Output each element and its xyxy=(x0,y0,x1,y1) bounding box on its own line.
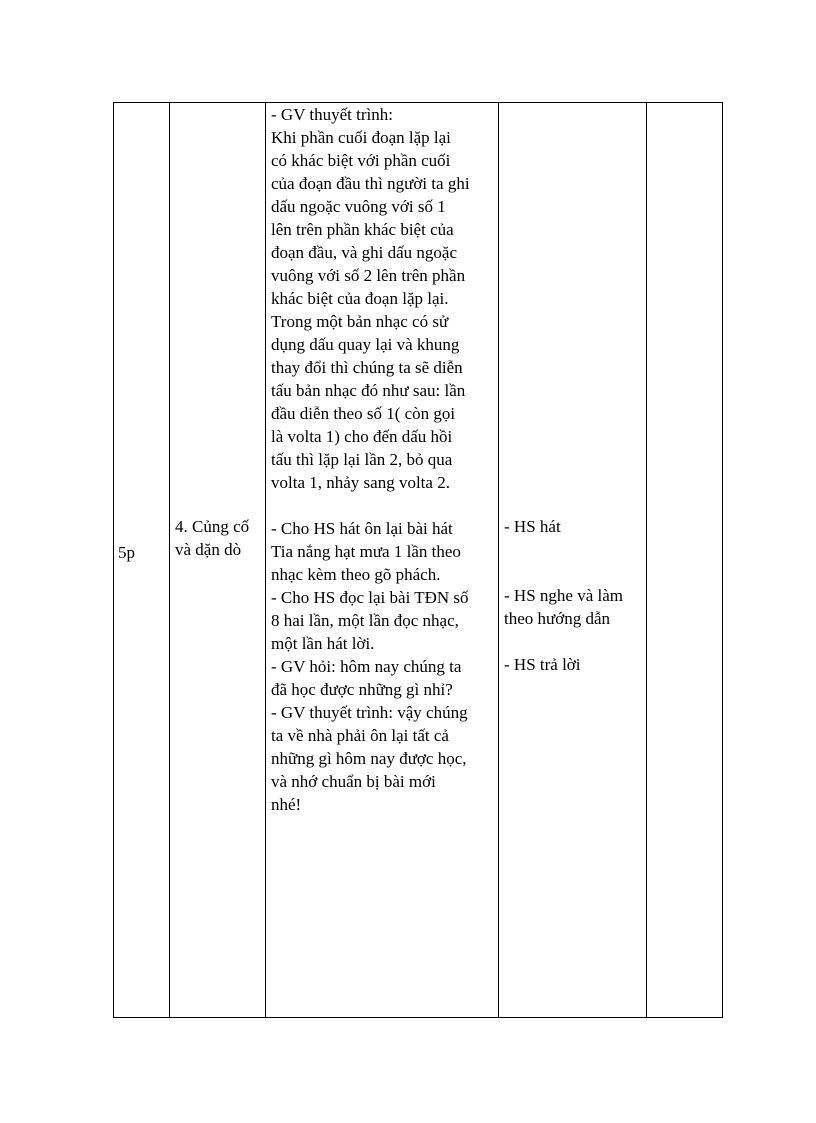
lesson-plan-table xyxy=(113,102,723,1018)
content-line: 4. Củng cố xyxy=(175,517,250,536)
table-row xyxy=(114,103,723,1018)
time-value: 5p xyxy=(118,543,135,562)
teacher-text-line: ta về nhà phải ôn lại tất cả xyxy=(271,726,449,745)
content-line: và dặn dò xyxy=(175,540,242,559)
teacher-text-line: là volta 1) cho đến dấu hồi xyxy=(271,427,453,446)
content-cell xyxy=(170,103,266,1018)
teacher-text-line: tấu bản nhạc đó như sau: lần xyxy=(271,381,466,400)
time-cell xyxy=(114,103,170,1018)
teacher-text-line: - GV thuyết trình: xyxy=(271,105,393,124)
teacher-text-line: - GV hỏi: hôm nay chúng ta xyxy=(271,657,462,676)
teacher-text-line: khác biệt của đoạn lặp lại. xyxy=(271,289,449,308)
teacher-text-line: có khác biệt với phần cuối xyxy=(271,151,451,170)
teacher-text-line: Tia nắng hạt mưa 1 lần theo xyxy=(271,542,461,561)
teacher-text-line: đoạn đầu, và ghi dấu ngoặc xyxy=(271,243,457,262)
teacher-text-line: - Cho HS đọc lại bài TĐN số xyxy=(271,588,469,607)
teacher-text-line: và nhớ chuẩn bị bài mới xyxy=(271,772,436,791)
teacher-text-line: Khi phần cuối đoạn lặp lại xyxy=(271,128,451,147)
teacher-text-line: thay đổi thì chúng ta sẽ diễn xyxy=(271,358,463,377)
teacher-text-line: Trong một bản nhạc có sử xyxy=(271,312,449,331)
teacher-text-line: nhạc kèm theo gõ phách. xyxy=(271,565,441,584)
teacher-text-line: nhé! xyxy=(271,795,302,814)
teacher-text-line: - GV thuyết trình: vậy chúng xyxy=(271,703,468,722)
student-answer: - HS trả lời xyxy=(504,655,581,674)
note-cell xyxy=(647,103,723,1018)
teacher-text-line: của đoạn đầu thì người ta ghi xyxy=(271,174,470,193)
teacher-text-line: dấu ngoặc vuông với số 1 xyxy=(271,197,446,216)
student-follow-line: - HS nghe và làm xyxy=(504,586,623,605)
teacher-text-line: đầu diễn theo số 1( còn gọi xyxy=(271,404,456,423)
teacher-text-line: vuông với số 2 lên trên phần xyxy=(271,266,466,285)
teacher-text-line: tấu thì lặp lại lần 2, bỏ qua xyxy=(271,450,453,469)
teacher-text-line: - Cho HS hát ôn lại bài hát xyxy=(271,519,453,538)
teacher-text-line: lên trên phần khác biệt của xyxy=(271,220,454,239)
teacher-text-line: đã học được những gì nhỉ? xyxy=(271,680,453,699)
teacher-text-line: một lần hát lời. xyxy=(271,634,375,653)
student-sing: - HS hát xyxy=(504,517,561,536)
teacher-activity-cell xyxy=(266,103,499,1018)
teacher-text-line: dụng dấu quay lại và khung xyxy=(271,335,460,354)
student-activity-cell xyxy=(499,103,647,1018)
teacher-text-line: 8 hai lần, một lần đọc nhạc, xyxy=(271,611,459,630)
student-follow-line: theo hướng dẫn xyxy=(504,609,611,628)
teacher-text-line: những gì hôm nay được học, xyxy=(271,749,467,768)
teacher-text-line: volta 1, nhảy sang volta 2. xyxy=(271,473,450,492)
